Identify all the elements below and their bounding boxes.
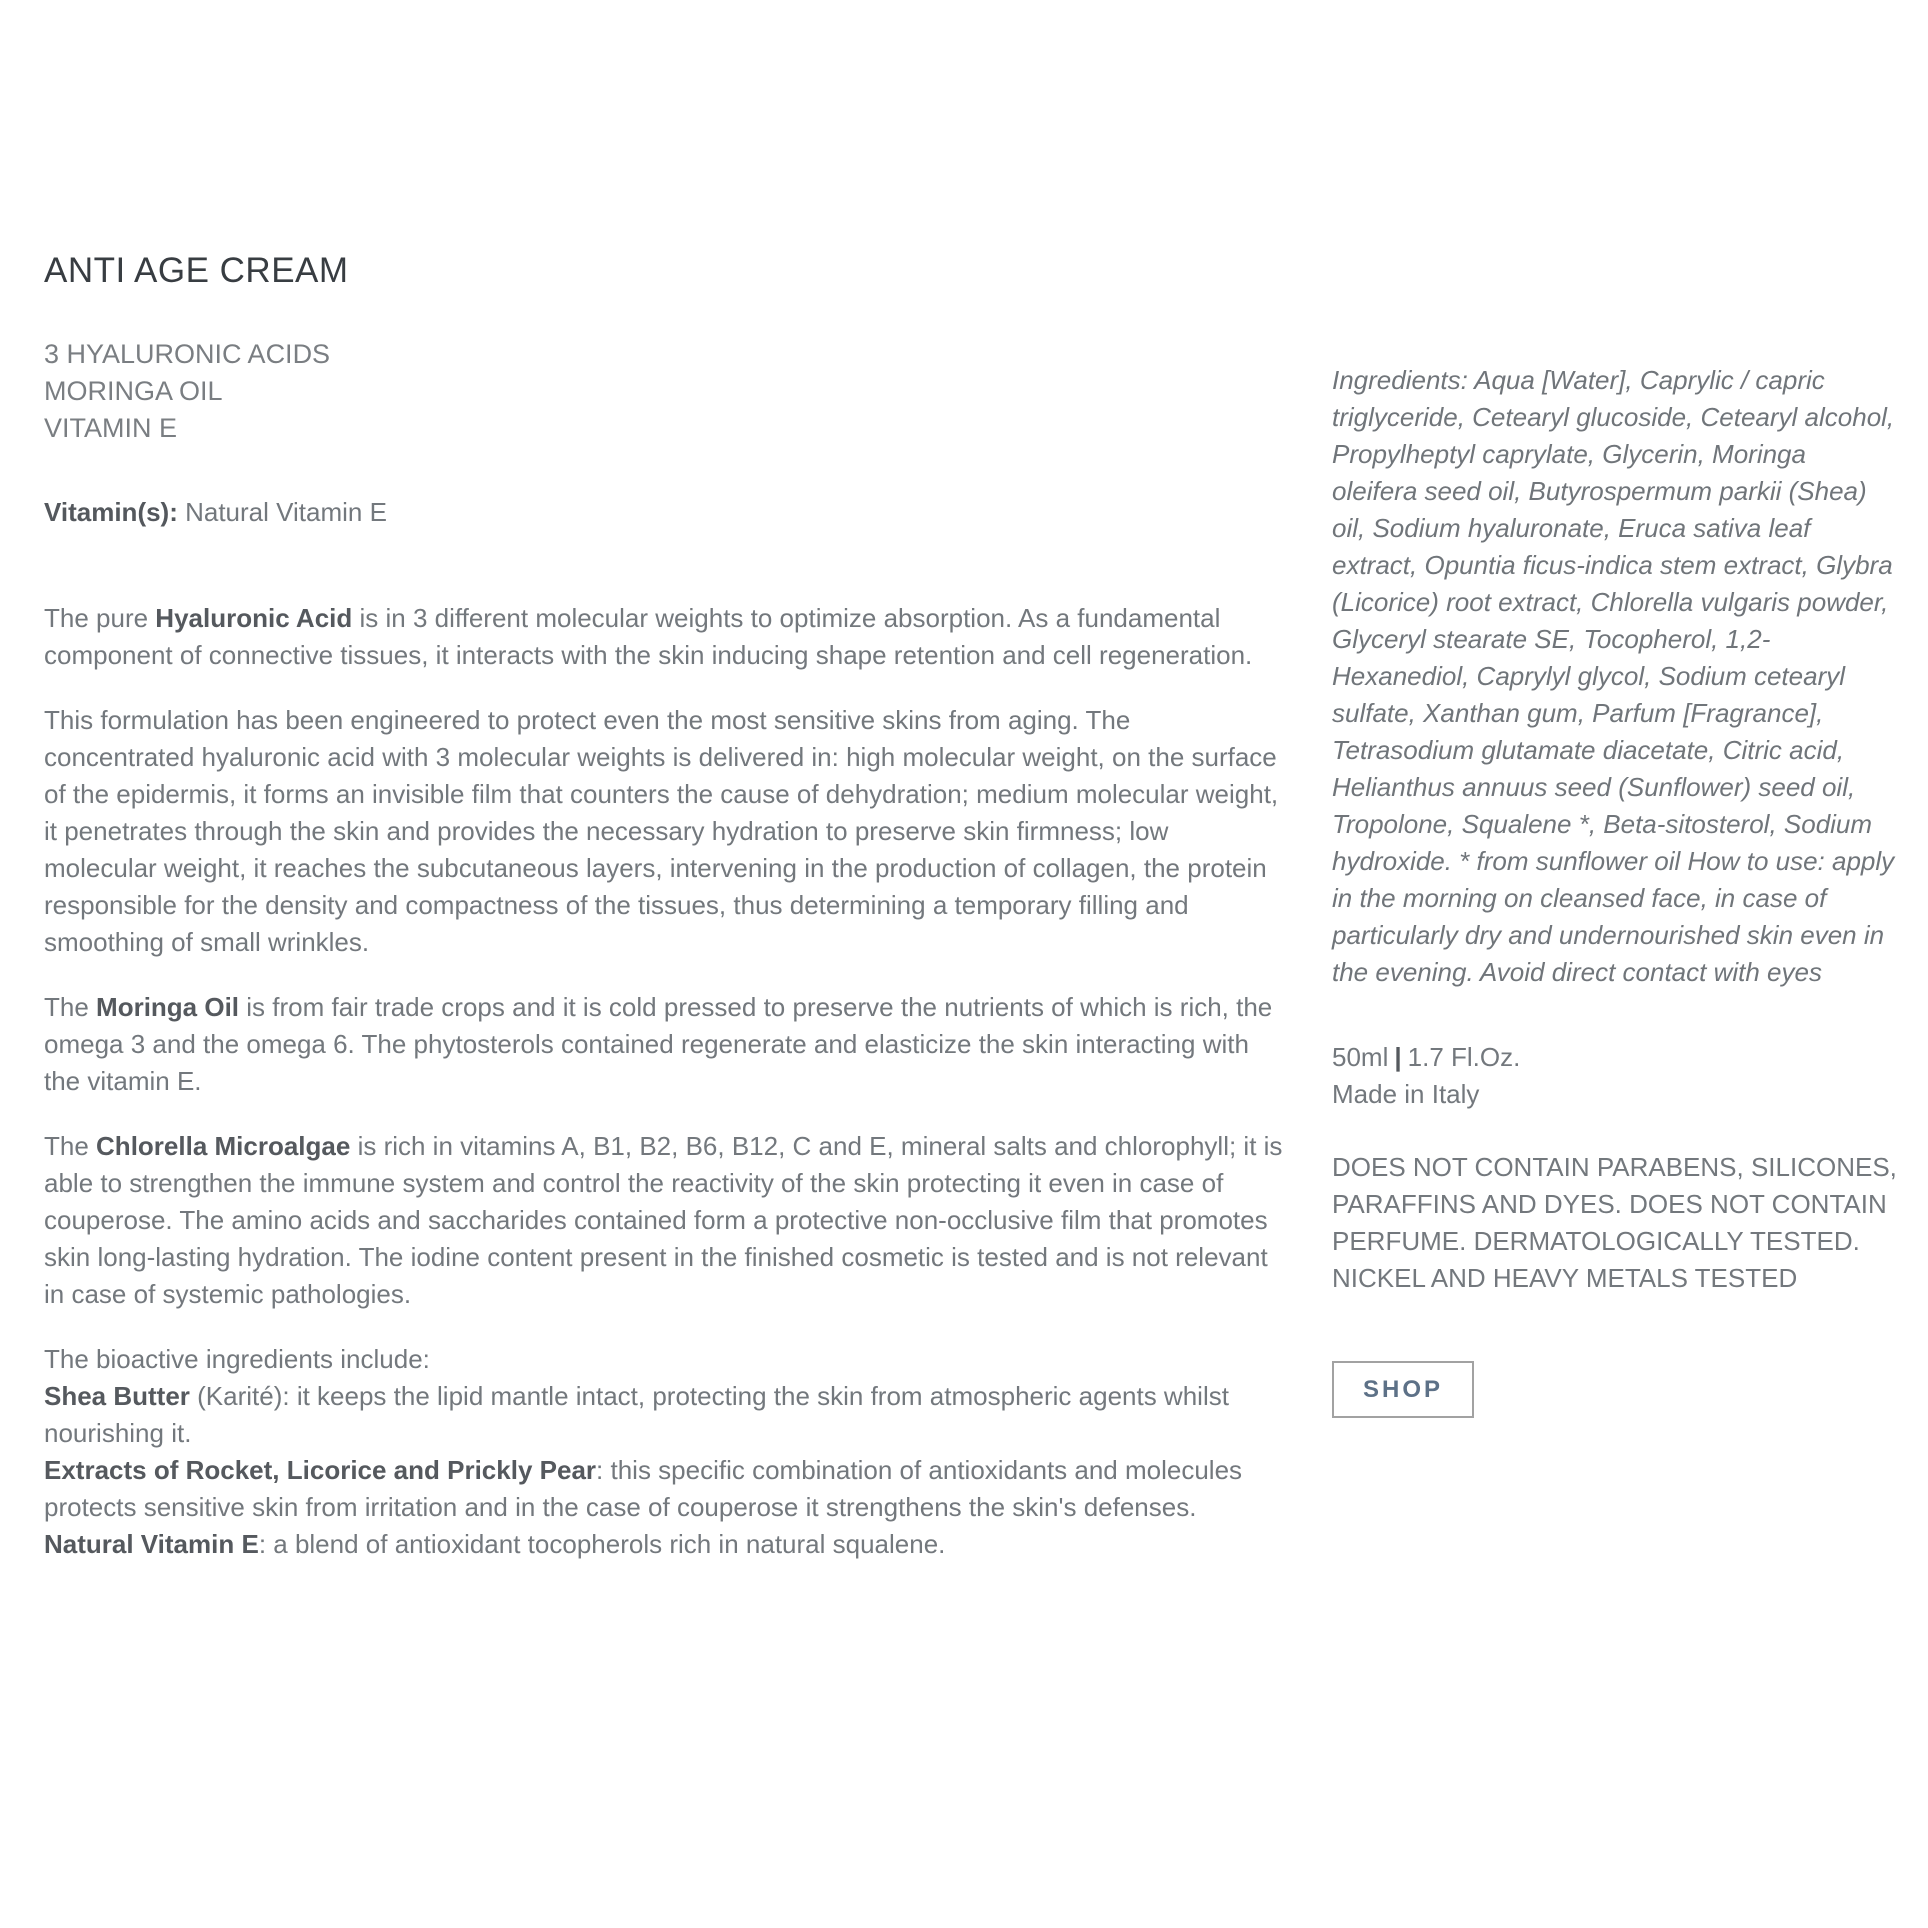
ingredients-text: Ingredients: Aqua [Water], Caprylic / capric triglyceride, Cetearyl glucoside, Cetearyl alcohol, Propylheptyl caprylate, Glycerin, Moringa oleifera seed oil, Butyrospermum parkii (Shea) oil, Sodium hyaluronate, Eruca sativa leaf extract, Opuntia ficus-indica stem extract, Glybra (Licorice) root extract, Chlorella vulgaris powder, Glyceryl stearate SE, Tocopherol, 1,2-Hexanediol, Caprylyl glycol, Sodium cetearyl sulfate, Xanthan gum, Parfum [Fragrance], Tetrasodium glutamate diacetate, Citric acid, Helianthus annuus seed (Sunflower) seed oil, Tropolone, Squalene *, Beta-sitosterol, Sodium hydroxide. * from sunflower oil How to use: apply in the morning on cleansed face, in case of particularly dry and undernourished skin even in the evening. Avoid direct contact with eyes <box>1332 365 1895 987</box>
hyaluronic-acid-term: Hyaluronic Acid <box>155 603 353 633</box>
paragraph-hyaluronic-acid: The pure Hyaluronic Acid is in 3 different molecular weights to optimize absorption. As a fundamental component of connective tissues, it interacts with the skin inducing shape retention and cell regeneration. <box>44 603 1253 670</box>
product-details-column <box>1332 250 1898 1563</box>
size-separator: | <box>1394 1042 1402 1072</box>
vitamins-line <box>44 494 1284 531</box>
paragraph-moringa-oil: The Moringa Oil is from fair trade crops and it is cold pressed to preserve the nutrients of which is rich, the omega 3 and the omega 6. The phytosterols contained regenerate and elasticize the skin interacting with the vitamin E. <box>44 992 1273 1096</box>
bioactive-item-shea-butter: Shea Butter (Karité): it keeps the lipid mantle intact, protecting the skin from atmospheric agents whilst nourishing it. <box>44 1381 1229 1448</box>
bioactive-item-vitamin-e: Natural Vitamin E: a blend of antioxidant tocopherols rich in natural squalene. <box>44 1529 946 1559</box>
vitamins-label: Vitamin(s): <box>44 497 178 527</box>
key-ingredients-list <box>44 336 1284 447</box>
key-ingredient-line: VITAMIN E <box>44 413 178 443</box>
moringa-oil-term: Moringa Oil <box>96 992 240 1022</box>
bioactive-item-extracts: Extracts of Rocket, Licorice and Prickly Pear: this specific combination of antioxidants and molecules protects sensitive skin from irritation and in the case of couperose it strengthens the skin's defenses. <box>44 1455 1243 1522</box>
extracts-term: Extracts of Rocket, Licorice and Prickly Pear <box>44 1455 597 1485</box>
page-title: ANTI AGE CREAM <box>44 251 349 290</box>
vitamins-value: Natural Vitamin E <box>177 497 387 527</box>
key-ingredient-line: MORINGA OIL <box>44 376 223 406</box>
paragraph-chlorella: The Chlorella Microalgae is rich in vitamins A, B1, B2, B6, B12, C and E, mineral salts and chlorophyll; it is able to strengthen the immune system and control the reactivity of the skin protecting it even in case of couperose. The amino acids and saccharides contained form a protective non-occlusive film that promotes skin long-lasting hydration. The iodine content present in the finished cosmetic is tested and is not relevant in case of systemic pathologies. <box>44 1131 1283 1309</box>
product-description-column <box>44 250 1284 1563</box>
description-text <box>44 600 1284 1563</box>
size-oz: 1.7 Fl.Oz. <box>1407 1042 1521 1072</box>
size-line <box>1332 1039 1898 1076</box>
made-in-line: Made in Italy <box>1332 1079 1480 1109</box>
paragraph-formulation: This formulation has been engineered to protect even the most sensitive skins from aging. The concentrated hyaluronic acid with 3 molecular weights is delivered in: high molecular weight, on the surface of the epidermis, it forms an invisible film that counters the cause of dehydration; medium molecular weight, it penetrates through the skin and provides the necessary hydration to preserve skin firmness; low molecular weight, it reaches the subcutaneous layers, intervening in the production of collagen, the protein responsible for the density and compactness of the tissues, thus determining a temporary filling and smoothing of small wrinkles. <box>44 705 1279 957</box>
natural-vitamin-e-term: Natural Vitamin E <box>44 1529 259 1559</box>
shea-butter-term: Shea Butter <box>44 1381 190 1411</box>
bioactive-intro: The bioactive ingredients include: <box>44 1344 430 1374</box>
claims-text: DOES NOT CONTAIN PARABENS, SILICONES, PARAFFINS AND DYES. DOES NOT CONTAIN PERFUME. DERMATOLOGICALLY TESTED. NICKEL AND HEAVY METALS TESTED <box>1332 1152 1897 1293</box>
size-and-origin-block <box>1332 1039 1898 1113</box>
key-ingredient-line: 3 HYALURONIC ACIDS <box>44 339 331 369</box>
shop-button[interactable]: SHOP <box>1332 1361 1474 1418</box>
size-ml: 50ml <box>1332 1042 1389 1072</box>
chlorella-term: Chlorella Microalgae <box>96 1131 351 1161</box>
bioactive-ingredients-block <box>44 1341 1284 1563</box>
